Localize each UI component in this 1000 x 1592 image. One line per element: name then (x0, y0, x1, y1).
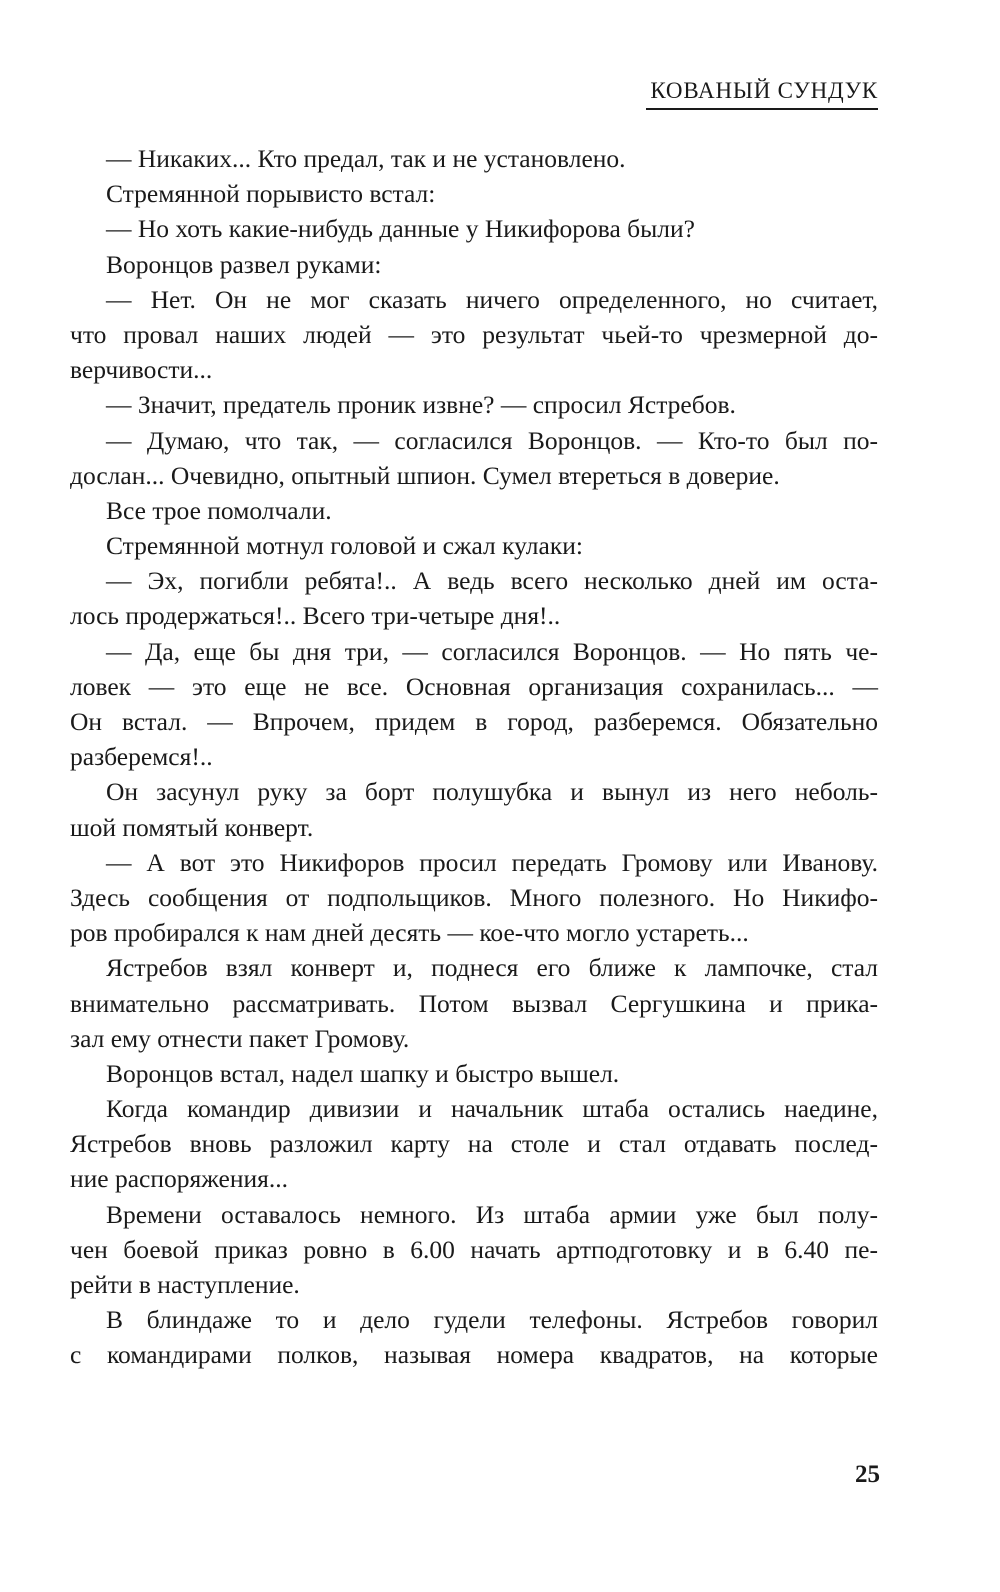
text-line: В блиндаже то и дело гудели телефоны. Ястребов говорил (106, 1305, 878, 1335)
text-line: верчивости... (70, 355, 213, 385)
text-line: ров пробирался к нам дней десять — кое-что могло устареть... (70, 918, 749, 948)
text-line: — Никаких... Кто предал, так и не установлено. (106, 144, 626, 173)
text-line: что провал наших людей — это результат чьей-то чрезмерной до- (70, 319, 878, 349)
text-line: Ястребов вновь разложил карту на столе и стал отдавать послед- (70, 1129, 878, 1159)
text-line: Стремянной порывисто встал: (106, 179, 436, 209)
text-line: Воронцов развел руками: (106, 249, 382, 279)
text-line: с командирами полков, называя номера квадратов, на которые (70, 1340, 878, 1370)
text-line: дослан... Очевидно, опытный шпион. Сумел втереться в доверие. (70, 460, 780, 490)
text-line: лось продержаться!.. Всего три-четыре дня!.. (70, 601, 561, 631)
running-head-title: КОВАНЫЙ СУНДУК (646, 76, 878, 110)
page-number: 25 (855, 1461, 880, 1488)
text-line: — Эх, погибли ребята!.. А ведь всего несколько дней им оста- (106, 566, 878, 596)
body-text (70, 141, 878, 1373)
text-line: — Значит, предатель проник извне? — спросил Ястребов. (106, 390, 736, 420)
text-line: — Да, еще бы дня три, — согласился Воронцов. — Но пять че- (106, 636, 878, 666)
text-line: ние распоряжения... (70, 1164, 288, 1194)
text-line: зал ему отнести пакет Громову. (70, 1023, 410, 1053)
text-line: Здесь сообщения от подпольщиков. Много полезного. Но Никифо- (70, 882, 878, 912)
text-line: Он засунул руку за борт полушубка и вынул из него неболь- (106, 777, 878, 807)
text-line: разберемся!.. (70, 742, 213, 772)
text-line: рейти в наступление. (70, 1270, 300, 1299)
text-line: — Нет. Он не мог сказать ничего определенного, но считает, (106, 284, 878, 314)
text-line: Ястребов взял конверт и, поднеся его ближе к лампочке, стал (106, 953, 878, 983)
text-line: ловек — это еще не все. Основная организация сохранилась... — (70, 671, 878, 701)
text-line: чен боевой приказ ровно в 6.00 начать артподготовку и в 6.40 пе- (70, 1234, 878, 1264)
text-line: — Думаю, что так, — согласился Воронцов. — Кто-то был по- (106, 425, 878, 455)
text-line: Он встал. — Впрочем, придем в город, разберемся. Обязательно (70, 707, 878, 736)
text-line: — А вот это Никифоров просил передать Громову или Иванову. (106, 847, 878, 877)
text-line: — Но хоть какие-нибудь данные у Никифорова были? (106, 214, 695, 244)
text-line: Когда командир дивизии и начальник штаба остались наедине, (106, 1094, 878, 1124)
text-line: Стремянной мотнул головой и сжал кулаки: (106, 531, 583, 561)
text-line: Воронцов встал, надел шапку и быстро вышел. (106, 1058, 620, 1088)
text-line: Все трое помолчали. (106, 495, 332, 525)
text-line: внимательно рассматривать. Потом вызвал Сергушкина и прика- (70, 988, 878, 1018)
text-line: Времени оставалось немного. Из штаба армии уже был полу- (106, 1199, 878, 1229)
text-line: шой помятый конверт. (70, 812, 314, 842)
